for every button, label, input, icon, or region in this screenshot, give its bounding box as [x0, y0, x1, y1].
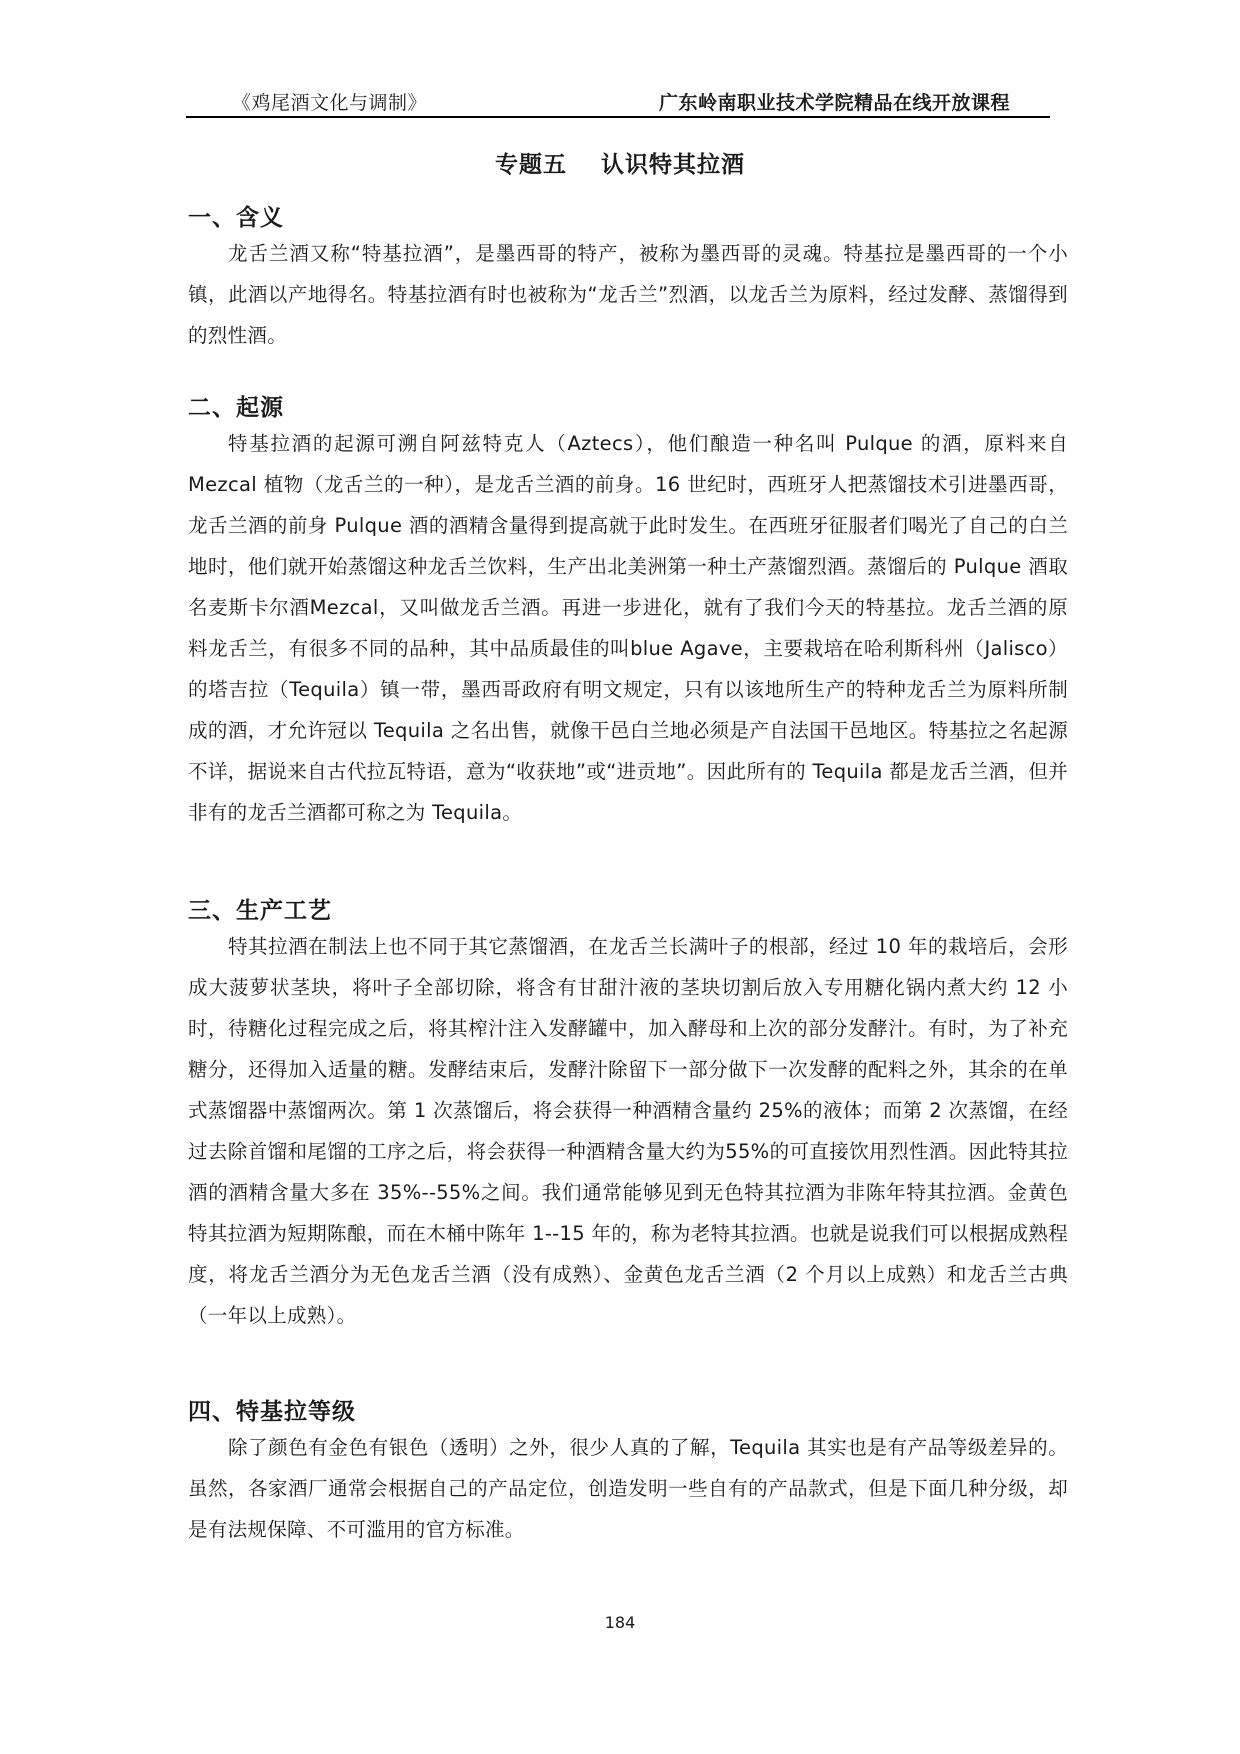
section-meaning: [188, 203, 1068, 356]
section-paragraph: 龙舌兰酒又称“特基拉酒”，是墨西哥的特产，被称为墨西哥的灵魂。特基拉是墨西哥的一个小镇，此酒以产地得名。特基拉酒有时也被称为“龙舌兰”烈酒，以龙舌兰为原料，经过发酵、蒸馏得到的烈性酒。: [188, 242, 1068, 347]
section-paragraph: 特其拉酒在制法上也不同于其它蒸馏酒，在龙舌兰长满叶子的根部，经过 10 年的栽培后，会形成大菠萝状茎块，将叶子全部切除，将含有甘甜汁液的茎块切割后放入专用糖化锅内煮大约 12 小时，待糖化过程完成之后，将其榨汁注入发酵罐中，加入酵母和上次的部分发酵汁。有时，为了补充糖分，还得加入适量的糖。发酵结束后，发酵汁除留下一部分做下一次发酵的配料之外，其余的在单式蒸馏器中蒸馏两次。第 1 次蒸馏后，将会获得一种酒精含量约 25%的液体；而第 2 次蒸馏，在经过去除首馏和尾馏的工序之后，将会获得一种酒精含量大约为55%的可直接饮用烈性酒。因此特其拉酒的酒精含量大多在 35%--55%之间。我们通常能够见到无色特其拉酒为非陈年特其拉酒。金黄色特其拉酒为短期陈酿，而在木桶中陈年 1--15 年的，称为老特其拉酒。也就是说我们可以根据成熟程度，将龙舌兰酒分为无色龙舌兰酒（没有成熟）、金黄色龙舌兰酒（2 个月以上成熟）和龙舌兰古典（一年以上成熟）。: [188, 935, 1068, 1327]
section-heading: 三、生产工艺: [188, 898, 332, 924]
section-heading: 二、起源: [188, 395, 284, 421]
section-origin: [188, 393, 1068, 833]
title-topic-name: 认识特其拉酒: [601, 152, 745, 178]
section-production-process: [188, 896, 1068, 1336]
page-title: [0, 146, 1240, 179]
section-heading: 四、特基拉等级: [188, 1399, 356, 1425]
section-tequila-grades: [188, 1397, 1068, 1550]
section-paragraph: 特基拉酒的起源可溯自阿兹特克人（Aztecs），他们酿造一种名叫 Pulque 的酒，原料来自 Mezcal 植物（龙舌兰的一种），是龙舌兰酒的前身。16 世纪时，西班牙人把蒸馏技术引进墨西哥，龙舌兰酒的前身 Pulque 酒的酒精含量得到提高就于此时发生。在西班牙征服者们喝光了自己的白兰地时，他们就开始蒸馏这种龙舌兰饮料，生产出北美洲第一种土产蒸馏烈酒。蒸馏后的 Pulque 酒取名麦斯卡尔酒Mezcal，又叫做龙舌兰酒。再进一步进化，就有了我们今天的特基拉。龙舌兰酒的原料龙舌兰，有很多不同的品种，其中品质最佳的叫blue Agave，主要栽培在哈利斯科州（Jalisco）的塔吉拉（Tequila）镇一带，墨西哥政府有明文规定，只有以该地所生产的特种龙舌兰为原料所制成的酒，才允许冠以 Tequila 之名出售，就像干邑白兰地必须是产自法国干邑地区。特基拉之名起源不详，据说来自古代拉瓦特语，意为“收获地”或“进贡地”。因此所有的 Tequila 都是龙舌兰酒，但并非有的龙舌兰酒都可称之为 Tequila。: [188, 432, 1068, 824]
title-topic-number: 专题五: [495, 152, 567, 178]
page-header: [186, 86, 1050, 118]
header-course-title: 《鸡尾酒文化与调制》: [232, 92, 428, 114]
page-number: 184: [604, 1613, 636, 1632]
header-institution: 广东岭南职业技术学院精品在线开放课程: [658, 92, 1010, 114]
section-paragraph: 除了颜色有金色有银色（透明）之外，很少人真的了解，Tequila 其实也是有产品等级差异的。虽然，各家酒厂通常会根据自己的产品定位，创造发明一些自有的产品款式，但是下面几种分级，却是有法规保障、不可滥用的官方标准。: [188, 1436, 1068, 1541]
section-heading: 一、含义: [188, 205, 284, 231]
